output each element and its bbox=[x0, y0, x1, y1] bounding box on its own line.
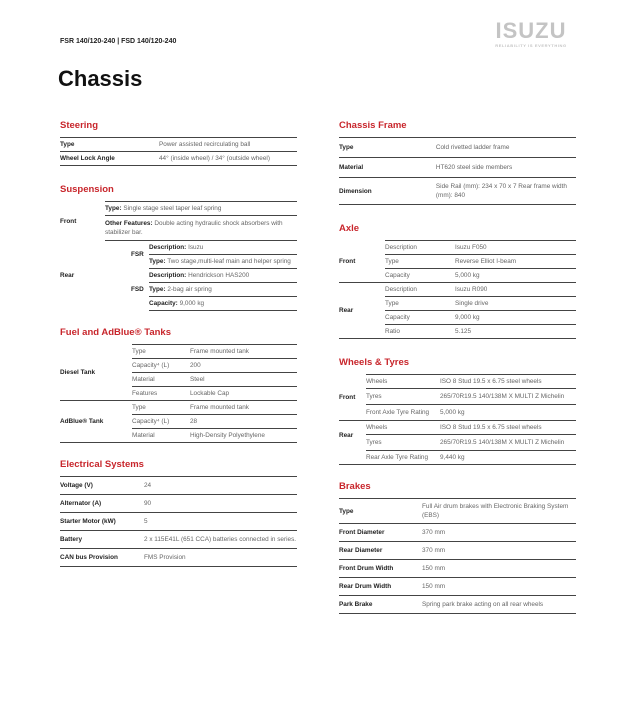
axle-section bbox=[339, 223, 576, 339]
row-key: Wheels bbox=[366, 375, 440, 389]
table-row bbox=[339, 578, 576, 596]
suspension-section bbox=[60, 184, 297, 311]
row-value: 24 bbox=[144, 477, 297, 495]
row-key: Tyres bbox=[366, 435, 440, 451]
section-title: Electrical Systems bbox=[60, 459, 144, 470]
row-value: 2 x 115E41L (651 CCA) batteries connected in series. bbox=[144, 531, 297, 549]
key: Type: bbox=[105, 205, 122, 212]
table-row bbox=[339, 435, 576, 451]
row-value: Single drive bbox=[455, 297, 576, 311]
table-row bbox=[339, 375, 576, 389]
list-item bbox=[339, 451, 576, 465]
row-value: 5,000 kg bbox=[440, 405, 576, 421]
row-key: Description bbox=[385, 241, 455, 255]
row-label: Dimension bbox=[339, 178, 436, 205]
row-value: FMS Provision bbox=[144, 549, 297, 567]
electrical-table bbox=[60, 477, 297, 567]
table-row bbox=[339, 499, 576, 524]
key: Other Features: bbox=[105, 220, 153, 227]
row-label: Rear Diameter bbox=[339, 542, 422, 560]
section-title: Fuel and AdBlue® Tanks bbox=[60, 327, 171, 338]
key: Capacity: bbox=[149, 300, 178, 307]
section-title: Steering bbox=[60, 120, 99, 131]
row-label: Battery bbox=[60, 531, 144, 549]
group-label: Front bbox=[60, 217, 77, 225]
row-label: CAN bus Provision bbox=[60, 549, 144, 567]
value: Isuzu bbox=[188, 244, 204, 251]
table-row bbox=[339, 178, 576, 205]
row-value: 370 mm bbox=[422, 524, 576, 542]
row-value: Spring park brake acting on all rear wheels bbox=[422, 596, 576, 614]
row-value: Power assisted recirculating ball bbox=[159, 138, 297, 152]
logo-tagline: RELIABILITY IS EVERYTHING bbox=[495, 43, 567, 48]
row-value: 44° (inside wheel) / 34° (outside wheel) bbox=[159, 152, 297, 166]
row-value: 150 mm bbox=[422, 560, 576, 578]
row-value: 150 mm bbox=[422, 578, 576, 596]
row-label: Voltage (V) bbox=[60, 477, 144, 495]
fuel-section bbox=[60, 327, 297, 443]
group-label: Diesel Tank bbox=[60, 345, 132, 401]
row-key: Capacity⁴ (L) bbox=[132, 359, 190, 373]
row-label: Park Brake bbox=[339, 596, 422, 614]
row-value: Isuzu F050 bbox=[455, 241, 576, 255]
row-key: Wheels bbox=[366, 421, 440, 435]
table-row bbox=[339, 241, 576, 255]
section-title: Brakes bbox=[339, 481, 371, 492]
row-key: Material bbox=[132, 429, 190, 443]
value: Double acting hydraulic shock absorbers with stabilizer bar. bbox=[105, 220, 283, 236]
table-row bbox=[60, 152, 297, 166]
suspension-table bbox=[60, 202, 297, 311]
steering-table bbox=[60, 138, 297, 166]
electrical-section bbox=[60, 459, 297, 567]
brakes-table bbox=[339, 499, 576, 614]
row-value: 5,000 kg bbox=[455, 269, 576, 283]
row-value: 200 bbox=[190, 359, 297, 373]
row-value: Frame mounted tank bbox=[190, 401, 297, 415]
key: Description: bbox=[149, 272, 187, 279]
section-title: Axle bbox=[339, 223, 360, 234]
table-row bbox=[60, 513, 297, 531]
wheels-tyres-section bbox=[339, 357, 576, 465]
axle-table bbox=[339, 241, 576, 339]
row-key: Rear Axle Tyre Rating bbox=[366, 454, 429, 461]
group-label: Front bbox=[339, 375, 366, 421]
row-label: Alternator (A) bbox=[60, 495, 144, 513]
row-label: Material bbox=[339, 158, 436, 178]
table-row bbox=[339, 524, 576, 542]
list-item bbox=[149, 297, 297, 311]
page-title: Chassis bbox=[58, 66, 143, 91]
row-value: Steel bbox=[190, 373, 297, 387]
table-row bbox=[339, 138, 576, 158]
row-key: Description bbox=[385, 283, 455, 297]
table-row bbox=[60, 531, 297, 549]
table-row bbox=[339, 451, 576, 465]
frame-table bbox=[339, 138, 576, 205]
row-key: Type bbox=[132, 345, 190, 359]
table-row bbox=[60, 138, 297, 152]
steering-section bbox=[60, 120, 297, 166]
table-row bbox=[60, 345, 297, 359]
left-column bbox=[60, 120, 297, 577]
row-value: High-Density Polyethylene bbox=[190, 429, 297, 443]
value: Single stage steel taper leaf spring bbox=[123, 205, 222, 212]
row-label: Wheel Lock Angle bbox=[60, 152, 159, 166]
row-key: Tyres bbox=[366, 389, 440, 405]
list-item bbox=[149, 241, 297, 255]
table-row bbox=[339, 158, 576, 178]
row-value: 265/70R19.5 140/138M X MULTI Z Michelin bbox=[440, 435, 576, 451]
section-title: Wheels & Tyres bbox=[339, 357, 410, 368]
row-key: Type bbox=[385, 297, 455, 311]
table-row bbox=[339, 596, 576, 614]
fuel-table bbox=[60, 345, 297, 443]
row-key: Material bbox=[132, 373, 190, 387]
list-item bbox=[105, 216, 297, 241]
table-row bbox=[60, 202, 297, 216]
row-value: 9,440 kg bbox=[440, 454, 465, 461]
row-value: 90 bbox=[144, 495, 297, 513]
table-row bbox=[60, 241, 297, 255]
section-title: Suspension bbox=[60, 184, 114, 195]
row-label: Type bbox=[339, 138, 436, 158]
logo-wordmark: ISUZU bbox=[495, 18, 567, 43]
variant-label: FSD bbox=[131, 286, 144, 293]
row-value: 5 bbox=[144, 513, 297, 531]
row-value: Cold rivetted ladder frame bbox=[436, 138, 576, 158]
row-value: Side Rail (mm): 234 x 70 x 7 Rear frame width (mm): 840 bbox=[436, 178, 576, 205]
group-label: Rear bbox=[60, 272, 75, 279]
table-row bbox=[339, 405, 576, 421]
table-row bbox=[339, 542, 576, 560]
key: Type: bbox=[149, 286, 166, 293]
group-label: Rear bbox=[339, 432, 354, 440]
isuzu-logo bbox=[486, 20, 576, 48]
row-key: Type bbox=[132, 401, 190, 415]
group-label: Front bbox=[339, 241, 385, 283]
variant-label: FSR bbox=[131, 251, 144, 259]
row-label: Rear Drum Width bbox=[339, 578, 422, 596]
row-value: Lockable Cap bbox=[190, 387, 297, 401]
key: Description: bbox=[149, 244, 187, 251]
value: Hendrickson HAS200 bbox=[188, 272, 250, 279]
row-label: Type bbox=[60, 138, 159, 152]
row-value: 9,000 kg bbox=[455, 311, 576, 325]
row-value: ISO 8 Stud 19.5 x 6.75 steel wheels bbox=[440, 421, 576, 435]
row-key: Front Axle Tyre Rating bbox=[366, 405, 440, 421]
row-label: Starter Motor (kW) bbox=[60, 513, 144, 531]
table-row bbox=[339, 389, 576, 405]
key: Type: bbox=[149, 258, 166, 265]
value: 9,000 kg bbox=[179, 300, 205, 307]
row-value: 265/70R19.5 140/138M X MULTI Z Michelin bbox=[440, 389, 576, 405]
row-key: Ratio bbox=[385, 325, 455, 339]
table-row bbox=[339, 560, 576, 578]
table-row bbox=[339, 421, 576, 435]
row-value: 5.125 bbox=[455, 325, 576, 339]
row-value: Frame mounted tank bbox=[190, 345, 297, 359]
row-key: Capacity⁴ (L) bbox=[132, 415, 190, 429]
row-label: Front Diameter bbox=[339, 524, 422, 542]
table-row bbox=[339, 283, 576, 297]
row-key: Capacity bbox=[385, 269, 455, 283]
value: Two stage,multi-leaf main and helper spring bbox=[167, 258, 291, 265]
chassis-frame-section bbox=[339, 120, 576, 205]
row-label: Front Drum Width bbox=[339, 560, 422, 578]
row-value: HT620 steel side members bbox=[436, 158, 576, 178]
row-value: 28 bbox=[190, 415, 297, 429]
table-row bbox=[60, 401, 297, 415]
list-item bbox=[149, 255, 297, 269]
list-item bbox=[105, 202, 297, 216]
section-title: Chassis Frame bbox=[339, 120, 407, 131]
table-row bbox=[60, 495, 297, 513]
row-key: Type bbox=[385, 255, 455, 269]
group-label: AdBlue® Tank bbox=[60, 401, 132, 443]
right-column bbox=[339, 120, 576, 624]
table-row bbox=[60, 477, 297, 495]
row-value: Isuzu R090 bbox=[455, 283, 576, 297]
row-value: Full Air drum brakes with Electronic Braking System (EBS) bbox=[422, 499, 576, 524]
model-header: FSR 140/120-240 | FSD 140/120-240 bbox=[60, 38, 177, 45]
row-key: Capacity bbox=[385, 311, 455, 325]
row-label: Type bbox=[339, 499, 422, 524]
group-label: Rear bbox=[339, 283, 385, 339]
row-key: Features bbox=[132, 387, 190, 401]
row-value: 370 mm bbox=[422, 542, 576, 560]
list-item bbox=[131, 283, 297, 297]
brakes-section bbox=[339, 481, 576, 614]
wheels-table bbox=[339, 375, 576, 465]
row-value: Reverse Elliot I-beam bbox=[455, 255, 576, 269]
row-value: ISO 8 Stud 19.5 x 6.75 steel wheels bbox=[440, 375, 576, 389]
table-row bbox=[60, 549, 297, 567]
value: 2-bag air spring bbox=[167, 286, 212, 293]
list-item bbox=[149, 269, 297, 283]
